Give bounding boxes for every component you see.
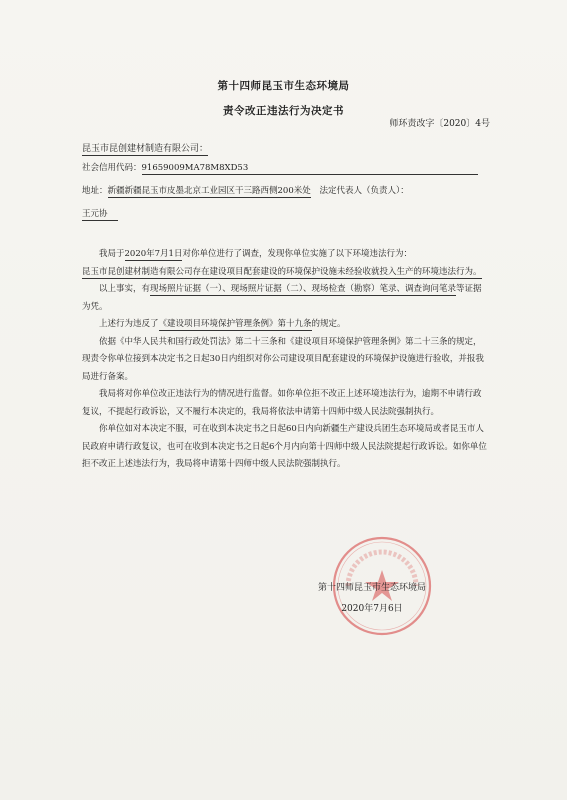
address-value: 新疆新疆昆玉市皮墨北京工业园区干三路西侧200米处 bbox=[107, 186, 311, 196]
address-label: 地址： bbox=[82, 186, 108, 196]
paragraph-order: 依据《中华人民共和国行政处罚法》第二十三条和《建设项目环境保护管理条例》第二十三条的规定，现责令你单位接到本决定书之日起30日内组织对你公司建设项目配套建设的环境保护设施进行验收，并报我局进行备案。 bbox=[82, 336, 484, 382]
credit-code-value: 91659009MA78M8XD53 bbox=[142, 163, 479, 175]
document-title: 责令改正违法行为决定书 bbox=[223, 105, 344, 117]
paragraph-investigation bbox=[82, 246, 487, 264]
recipient-name bbox=[82, 141, 208, 154]
legal-rep-value: 王元协 bbox=[82, 209, 118, 221]
document-header bbox=[0, 78, 567, 118]
paragraph-supervision: 我局将对你单位改正违法行为的情况进行监督。如你单位拒不改正上述环境违法行为，逾期不申请行政复议，不提起行政诉讼，又不履行本决定的，我局将依法申请第十四师中级人民法院强制执行。 bbox=[82, 389, 482, 417]
credit-code-row bbox=[82, 162, 478, 174]
legal-rep-row bbox=[82, 208, 118, 220]
signature-block bbox=[318, 580, 426, 614]
p2-text-a: 以上事实，有 bbox=[99, 284, 151, 294]
violated-regulation: 《建设项目环境保护管理条例》第十九条 bbox=[158, 319, 312, 329]
paragraph-appeal: 你单位如对本决定不服，可在收到本决定书之日起60日内向新疆生产建设兵团生态环境局或者昆玉市人民政府申请行政复议，也可在收到本决定书之日起6个月内向第十四师中级人民法院提起行政诉讼。如你单位拒不改正上述违法行为，我局将申请第十四师中级人民法院强制执行。 bbox=[82, 424, 487, 469]
p1-text-b: 对你单位进行了调查，发现你单位实施了以下环境违法行为： bbox=[182, 249, 412, 259]
investigation-date: 2020年7月1日 bbox=[124, 249, 183, 259]
recipient-name-text: 昆玉市昆创建材制造有限公司： bbox=[82, 144, 209, 154]
document-number: 师环责改字〔2020〕4号 bbox=[389, 119, 490, 129]
p1-text-a: 我局于 bbox=[99, 249, 125, 259]
p3-text-b: 的规定。 bbox=[311, 319, 346, 329]
paragraph-law bbox=[82, 316, 487, 334]
p2-text-b: 等证据为凭。 bbox=[82, 284, 482, 312]
legal-rep-label: 法定代表人（负责人）： bbox=[319, 186, 409, 196]
credit-code-label: 社会信用代码： bbox=[82, 163, 142, 173]
paragraph-violation bbox=[82, 264, 487, 282]
org-title: 第十四师昆玉市生态环境局 bbox=[217, 80, 350, 92]
address-row bbox=[82, 185, 492, 197]
signature-date: 2020年7月6日 bbox=[341, 604, 403, 614]
paragraph-evidence bbox=[82, 281, 487, 316]
document-body bbox=[82, 246, 487, 474]
evidence-list: 现场照片证据（一）、现场照片证据（二）、现场检查（勘察）笔录、调查询问笔录 bbox=[150, 284, 457, 294]
signature-org: 第十四师昆玉市生态环境局 bbox=[318, 583, 427, 593]
p3-text-a: 上述行为违反了 bbox=[99, 319, 159, 329]
violation-description: 昆玉市昆创建材制造有限公司存在建设项目配套建设的环境保护设施未经验收就投入生产的环境违法行为。 bbox=[82, 266, 482, 277]
